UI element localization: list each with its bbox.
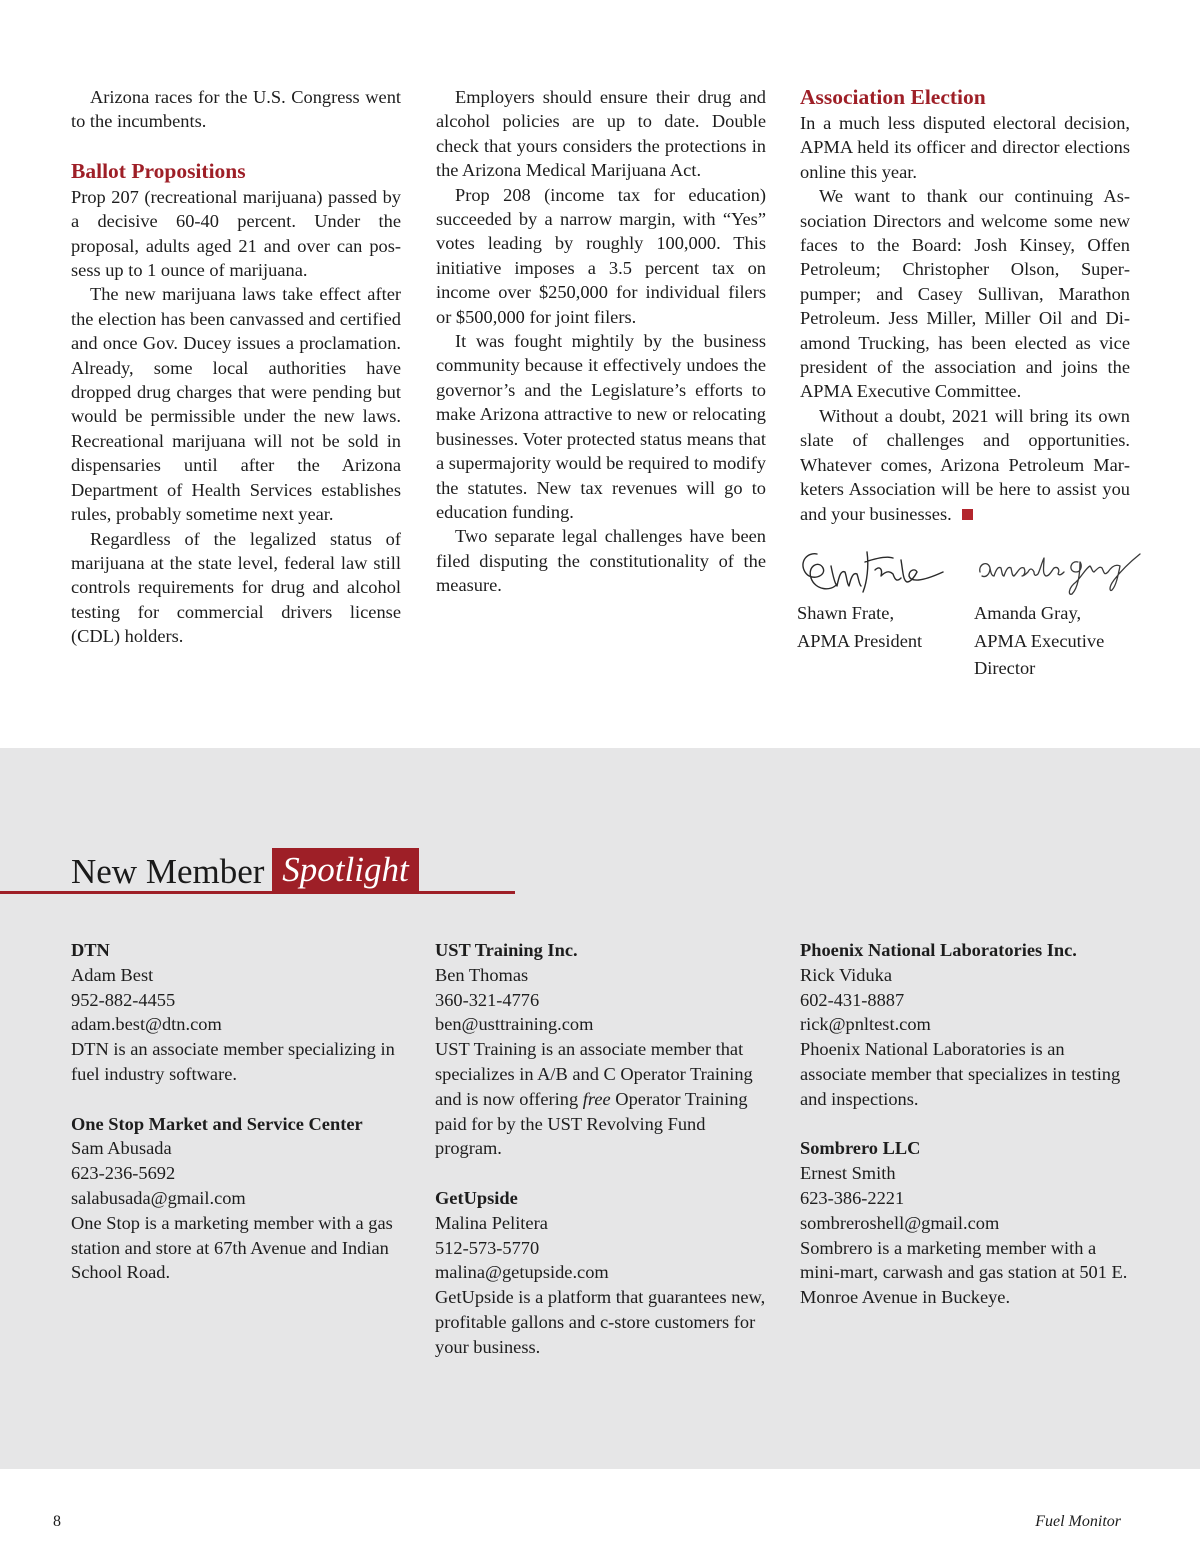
member-entry xyxy=(71,1112,406,1286)
paragraph: Prop 207 (recreational marijuana) passed by a decisive 60-40 percent. Under the proposal, adults aged 21 and over can possess up to 1 ounce of marijuana. xyxy=(71,186,401,281)
member-entry xyxy=(800,1136,1135,1310)
paragraph-text: Without a doubt, 2021 will bring its own slate of challenges and opportunities. Whatever comes, Arizona Petroleum Marketers Association will be here to assist you and your businesses. xyxy=(800,405,1130,524)
member-name: Sombrero LLC xyxy=(800,1138,921,1159)
signature-amanda-gray-icon xyxy=(974,532,1144,600)
spotlight-badge: Spotlight xyxy=(272,848,419,892)
member-name: UST Training Inc. xyxy=(435,940,578,960)
member-column-1 xyxy=(71,938,406,1310)
signer-name: Shawn Frate, xyxy=(797,603,895,623)
member-entry xyxy=(71,938,406,1087)
paragraph: Arizona races for the U.S. Congress went to the incumbents. xyxy=(71,87,401,132)
member-name: DTN xyxy=(71,940,110,960)
member-email: adam.best@dtn.com xyxy=(71,1014,222,1035)
member-email: rick@pnltest.com xyxy=(800,1014,931,1035)
member-phone: 623-386-2221 xyxy=(800,1187,905,1208)
member-name: Phoenix National Laboratories Inc. xyxy=(800,940,1077,960)
member-description-text: UST Training is an associate member that specializes in A/B and C Operator Training and is now offering xyxy=(435,1039,753,1109)
spotlight-title: New Member xyxy=(71,852,265,891)
signature-area xyxy=(797,532,1157,682)
paragraph: Regardless of the legalized status of marijuana at the state level, federal law still controls requirements for drug and alcohol testing for commercial drivers license (CDL) holders. xyxy=(71,528,401,647)
member-column-2 xyxy=(435,938,770,1384)
member-column-3 xyxy=(800,938,1135,1335)
member-contact: Rick Viduka xyxy=(800,964,893,985)
member-contact: Adam Best xyxy=(71,964,154,985)
member-description: Sombrero is a marketing member with a mini-mart, carwash and gas station at 501 E. Monroe Avenue in Buckeye. xyxy=(800,1237,1128,1308)
member-email: sombreroshell@gmail.com xyxy=(800,1212,1000,1233)
member-entry xyxy=(435,938,770,1161)
member-phone: 623-236-5692 xyxy=(71,1163,176,1184)
paragraph: Employers should ensure their drug and alcohol policies are up to date. Double check that yours considers the protections in the Arizona Medical Marijuana Act. xyxy=(436,87,766,181)
signer-title-continued: Director xyxy=(974,658,1036,678)
member-email: malina@getupside.com xyxy=(435,1262,609,1283)
signature-caption xyxy=(974,600,1144,683)
member-email: salabusada@gmail.com xyxy=(71,1187,246,1208)
paragraph: We want to thank our continuing Association Directors and welcome some new faces to the Board: Josh Kinsey, Offen Petroleum; Christopher Olson, Superpumper; and Casey Sullivan, Marathon Petroleum. Jess Miller, Miller Oil and Diamond Trucking, has been elected as vice president of the association and joins the APMA Executive Committee. xyxy=(800,186,1130,402)
member-description: Phoenix National Laboratories is an associate member that specializes in testing and inspections. xyxy=(800,1039,1121,1109)
page-number: 8 xyxy=(53,1513,61,1530)
member-entry xyxy=(800,938,1135,1112)
signature-caption xyxy=(797,600,967,655)
member-phone: 602-431-8887 xyxy=(800,989,905,1010)
signer-title: APMA President xyxy=(797,630,923,651)
member-phone: 360-321-4776 xyxy=(435,989,540,1010)
member-entry xyxy=(435,1186,770,1360)
end-mark-icon xyxy=(962,509,973,520)
paragraph: Prop 208 (income tax for education) succeeded by a narrow margin, with “Yes” votes leading by roughly 100,000. This initiative imposes a 3.5 percent tax on income over $250,000 for individual filers or $500,000 for joint filers. xyxy=(436,184,766,327)
paragraph: It was fought mightily by the business community because it effectively undoes the governor’s and the Legislature’s efforts to make Arizona attractive to new or relocating businesses. Voter protected status means that a supermajority would be required to modify the statutes. New tax revenues will go to education funding. xyxy=(436,331,766,522)
article-column-2 xyxy=(436,85,766,598)
publication-name: Fuel Monitor xyxy=(1035,1513,1121,1530)
member-description-emphasis: free xyxy=(582,1088,611,1109)
member-name: GetUpside xyxy=(435,1187,518,1208)
member-description: One Stop is a marketing member with a gas station and store at 67th Avenue and Indian School Road. xyxy=(71,1212,393,1283)
signature-block-president xyxy=(797,532,967,655)
paragraph: In a much less disputed electoral decision, APMA held its officer and director elections online this year. xyxy=(800,113,1130,182)
member-name: One Stop Market and Service Center xyxy=(71,1113,363,1134)
member-contact: Ernest Smith xyxy=(800,1163,896,1184)
section-heading-association-election: Association Election xyxy=(800,85,986,109)
member-description xyxy=(435,1037,770,1161)
paragraph: Two separate legal challenges have been filed disputing the constitutionality of the measure. xyxy=(436,526,766,596)
signature-shawn-frate-icon xyxy=(797,532,947,600)
article-column-1 xyxy=(71,85,401,649)
member-contact: Sam Abusada xyxy=(71,1138,172,1159)
member-email: ben@usttraining.com xyxy=(435,1014,594,1035)
member-description-text: Operator Training paid for by the UST Revolving Fund program. xyxy=(435,1088,748,1159)
signature-block-executive-director xyxy=(974,532,1144,683)
spotlight-underline xyxy=(0,891,515,894)
section-heading-ballot-propositions: Ballot Propositions xyxy=(71,158,246,183)
paragraph xyxy=(800,404,1130,526)
article-column-3 xyxy=(800,84,1130,526)
signer-name: Amanda Gray, xyxy=(974,603,1082,623)
signer-title: APMA Executive xyxy=(974,630,1105,651)
member-contact: Malina Pelitera xyxy=(435,1212,548,1233)
member-phone: 952-882-4455 xyxy=(71,989,176,1010)
member-phone: 512-573-5770 xyxy=(435,1237,540,1258)
paragraph: The new marijuana laws take effect after the election has been canvassed and certified and once Gov. Ducey issues a proclamation. Already, some local authorities have dropped drug charges that were pending but would be permissible under the new laws. Recreational marijuana will not be sold in dispensaries until after the Arizona Department of Health Services establishes rules, probably sometime next year. xyxy=(71,284,401,525)
member-description: DTN is an associate member specializing in fuel industry software. xyxy=(71,1039,395,1084)
member-description: GetUpside is a platform that guarantees new, profitable gallons and c-store customers for your business. xyxy=(435,1287,766,1357)
member-contact: Ben Thomas xyxy=(435,964,529,985)
